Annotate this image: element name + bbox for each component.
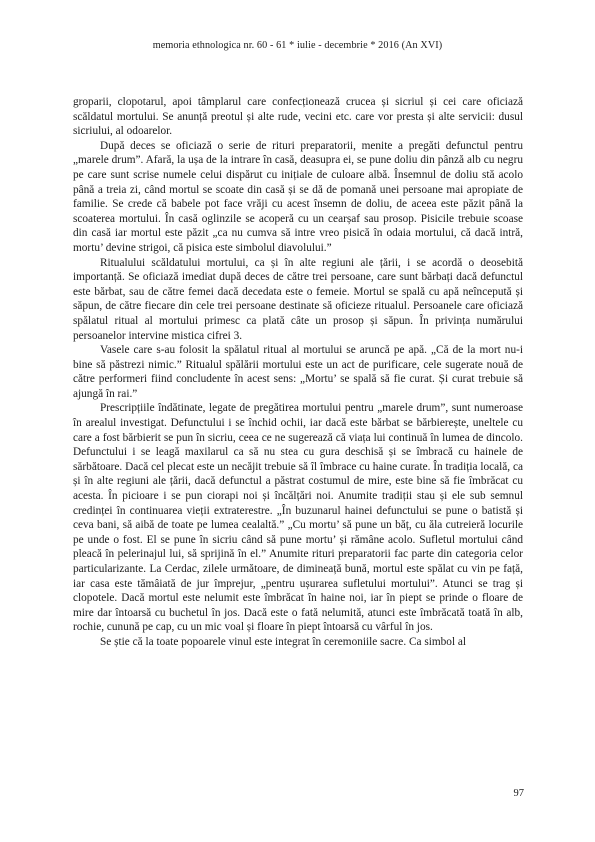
page-number: 97	[513, 788, 524, 799]
paragraph-5: Prescripțiile îndătinate, legate de pregătirea mortului pentru „marele drum”, sunt numeroase în arealul investigat. Defunctului i se închid ochii, iar dacă este bărbat se bărbierește, uneltele cu care a fost bărbierit se pun în sicriu, ceea ce ne sugerează că viața lui continuă în lumea de dincolo. Defunctului i se leagă maxilarul ca să nu stea cu gura deschisă și se îmbracă cu hainele de sărbătoare. Dacă cel plecat este un necăjit trebuie să îl îmbrace cu haine curate. În tradiția locală, ca și în alte regiuni ale țării, dacă defunctul a păstrat costumul de mire, este bine să fie îmbrăcat cu acesta. În picioare i se pun ciorapi noi și încălțări noi. Anumite tradiții stau și ele sub semnul credinței în continuarea vieții extraterestre. „În buzunarul hainei defunctului se pune o batistă și ceva bani, să aibă de toate pe lumea cealaltă.” „Cu mortu’ să pune un băț, cu ăla cutreieră locurile pe unde o fost. El se pune în sicriu când să pune mortu’ și rămâne acolo. Sufletul mortului când pleacă în pelerinajul lui, să sprijină în el.” Anumite rituri preparatorii fac parte din categoria celor particularizante. La Cerdac, zilele următoare, de dimineață bună, mortul este spălat cu vin pe față, iar casa este tămâiată de jur împrejur, „pentru ușurarea sufletului mortului”. Atunci se trag și clopotele. Dacă mortul este nelumit este îmbrăcat în haine noi, iar în piept se prinde o floare de mire dar întoarsă cu buchetul în jos. Dacă este o fată nelumită, atunci este îmbrăcată toată în alb, rochie, cunună pe cap, cu un mic voal și floare în piept întoarsă cu vârful în jos.	[73, 402, 523, 634]
paragraph-2: După deces se oficiază o serie de rituri preparatorii, menite a pregăti defunctul pentru „marele drum”. Afară, la ușa de la intrare în casă, deasupra ei, se pune doliu din pânză alb cu negru pe care sunt scrise numele celui dispărut cu inițiale de culoare albă. Însemnul de doliu stă acolo până a treia zi, când mortul se scoate din casă și se dă de pomană unei persoane mai apropiate de familie. Se crede că babele pot face vrăji cu acest însemn de doliu, de aceea este păzit până la scoaterea mortului. În casă oglinzile se acoperă cu un cearșaf sau prosop. Pisicile trebuie scoase din casă iar mortul este păzit „ca nu cumva să intre vreo pisică în odaia mortului, că dacă intră, mortu’ devine strigoi, că pisica este simbolul diavolului.”	[73, 139, 523, 254]
paragraph-6: Se știe că la toate popoarele vinul este integrat în ceremoniile sacre. Ca simbol al	[100, 635, 467, 648]
paragraph-1: groparii, clopotarul, apoi tâmplarul care confecționează crucea și sicriul și cei care oficiază scăldatul mortului. Se anunță preotul și alte rude, vecini etc. care vor presta și alte servicii: dusul sicriului, al odoarelor.	[73, 96, 523, 138]
running-header: memoria ethnologica nr. 60 - 61 * iulie - decembrie * 2016 (An XVI)	[152, 40, 443, 51]
paragraph-4: Vasele care s-au folosit la spălatul ritual al mortului se aruncă pe apă. „Că de la mort nu-i bine să păstrezi nimic.” Ritualul spălării mortului este un act de purificare, cele sugerate nouă de către performeri fiind concludente în acest sens: „Mortu’ se spală să fie curat. Și curat trebuie să ajungă în rai.”	[73, 344, 523, 400]
paragraph-3: Ritualului scăldatului mortului, ca și în alte regiuni ale țării, i se acordă o deosebită importanță. Se oficiază imediat după deces de către trei persoane, care sunt bărbați dacă defunctul este bărbat, sau de către femei dacă decedata este o femeie. Mortul se spală cu apă neîncepută și săpun, de către fiecare din cele trei persoane destinate să oficieze ritualul. Persoanele care oficiază spălatul ritual al mortului primesc ca plată câte un prosop și săpun. În privința numărului persoanelor intervine mistica cifrei 3.	[73, 256, 523, 342]
article-body	[73, 95, 523, 650]
